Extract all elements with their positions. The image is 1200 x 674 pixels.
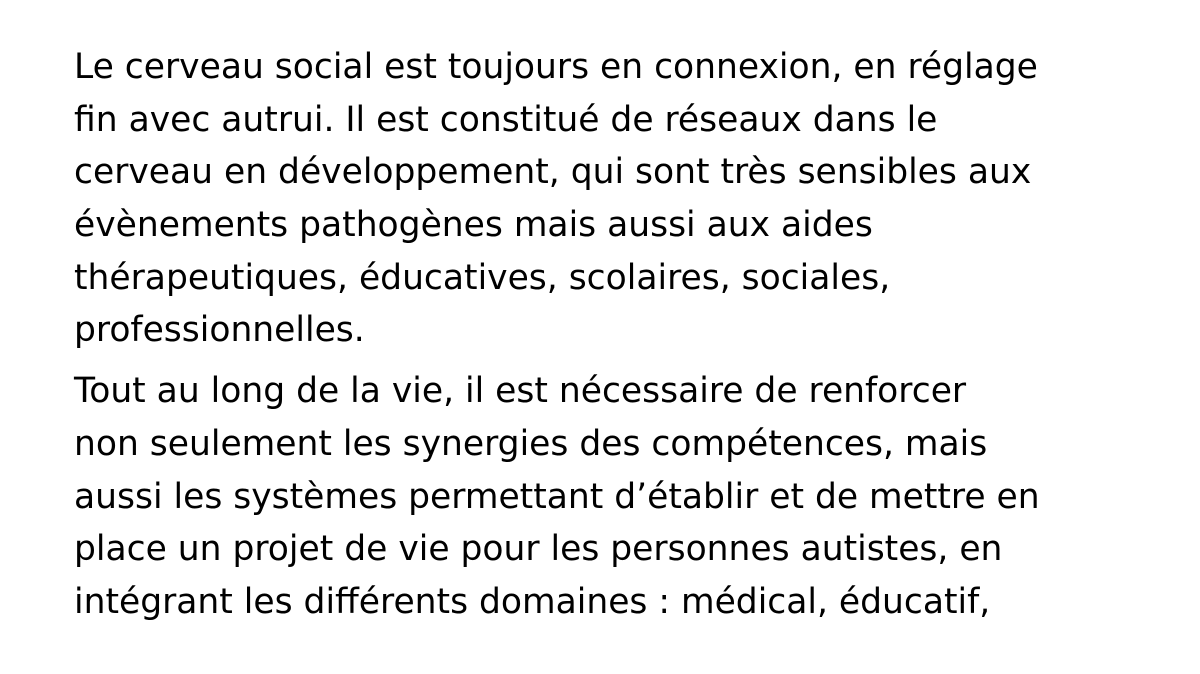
text-line: Tout au long de la vie, il est nécessaire de renforcer <box>74 371 967 412</box>
slide-body <box>74 41 1134 637</box>
text-line: thérapeutiques, éducatives, scolaires, sociales, <box>74 257 891 298</box>
text-line: Le cerveau social est toujours en connexion, en réglage <box>74 47 1038 87</box>
text-line: intégrant les différents domaines : médical, éducatif, <box>74 581 991 622</box>
text-line: professionnelles. <box>74 310 365 351</box>
text-line: cerveau en développement, qui sont très sensibles aux <box>74 152 1032 193</box>
text-line: évènements pathogènes mais aussi aux aides <box>74 205 873 246</box>
text-line: non seulement les synergies des compétences, mais <box>74 423 988 464</box>
text-line: place un projet de vie pour les personnes autistes, en <box>74 529 1003 570</box>
paragraph-life-project <box>74 365 1134 628</box>
text-line: fin avec autrui. Il est constitué de réseaux dans le <box>74 99 938 140</box>
text-line: aussi les systèmes permettant d’établir et de mettre en <box>74 476 1040 517</box>
paragraph-social-brain <box>74 41 1134 357</box>
